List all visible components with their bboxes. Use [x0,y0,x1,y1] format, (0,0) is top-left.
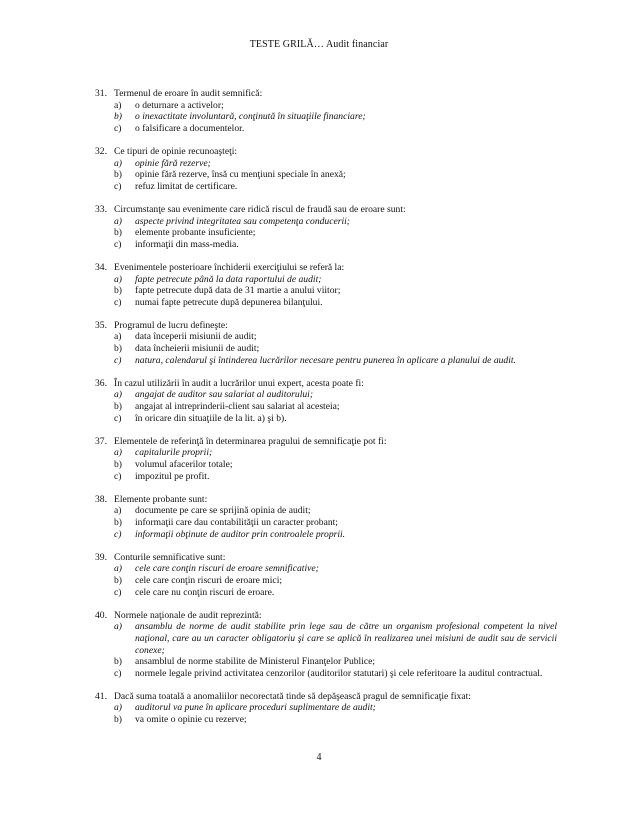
question-number: 39. [95,551,107,563]
question-number: 33. [95,203,107,215]
option-text: angajat al intreprinderii-client sau salariat al acesteia; [135,401,340,413]
option-letter: c) [114,122,122,134]
option-letter: a) [114,99,122,111]
option-letter: b) [114,401,122,413]
question-stem [95,146,557,158]
question-stem [95,320,557,332]
question-stem [95,378,557,390]
question-stem [95,204,557,216]
question-block [95,262,557,308]
answer-option [95,343,557,355]
option-letter: a) [114,389,122,401]
option-letter: c) [114,180,122,192]
option-letter: b) [114,574,122,586]
answer-option-correct [95,529,557,541]
question-block [95,204,557,250]
option-text: informaţii din mass-media. [135,238,239,250]
question-stem [95,88,557,100]
answer-option [95,413,557,425]
question-number: 36. [95,377,107,389]
answer-option-correct [95,563,557,575]
page-number: 4 [316,752,322,763]
question-stem [95,691,557,703]
question-text: Conturile semnificative sunt: [114,551,226,563]
option-letter: c) [114,296,122,308]
answer-option [95,227,557,239]
answer-option [95,169,557,181]
question-text: Dacă suma toatală a anomaliilor necorectată tinde să depăşească pragul de semnificaţie fixat: [114,690,471,702]
answer-option [95,239,557,251]
answer-option [95,123,557,135]
option-text: va omite o opinie cu rezerve; [135,714,247,726]
question-text: În cazul utilizării în audit a lucrărilor unui expert, acesta poate fi: [114,377,364,389]
option-letter: a) [114,157,122,169]
option-letter: a) [114,273,122,285]
answer-option [95,459,557,471]
answer-option [95,668,557,680]
option-letter: c) [114,354,122,366]
answer-option-correct [95,158,557,170]
question-text: Termenul de eroare în audit semnifică: [114,88,263,99]
answer-option [95,587,557,599]
option-letter: a) [114,447,122,459]
option-text: natura, calendarul şi întinderea lucrărilor necesare pentru punerea în aplicare a planului de audit. [135,354,516,366]
answer-option [95,331,557,343]
option-letter: b) [114,343,122,355]
page-header: TESTE GRILĂ… Audit financiar [249,39,389,50]
option-text: volumul afacerilor totale; [135,459,233,470]
question-text: Programul de lucru defineşte: [114,319,228,331]
option-letter: b) [114,285,122,297]
question-text: Elemente probante sunt: [114,493,208,505]
answer-option-correct [95,111,557,123]
option-text: aspecte privind integritatea sau competenţa conducerii; [135,215,351,227]
answer-option [95,181,557,193]
option-letter: c) [114,528,122,540]
option-letter: c) [114,667,122,679]
option-letter: c) [114,412,122,424]
question-text: Elementele de referinţă în determinarea pragului de semnificaţie pot fi: [114,435,387,447]
option-text: data începerii misiunii de audit; [135,331,257,343]
answer-option [95,471,557,483]
question-block [95,610,557,680]
question-stem [95,552,557,564]
question-block [95,320,557,366]
question-number: 34. [95,261,107,273]
option-text: ansamblul de norme stabilite de Ministerul Finanţelor Publice; [135,656,376,668]
answer-option [95,505,557,517]
answer-option-correct [95,621,557,656]
option-letter: a) [114,621,122,633]
option-text: refuz limitat de certificare. [135,180,238,192]
question-number: 35. [95,319,107,331]
option-text: în oricare din situaţiile de la lit. a) şi b). [135,412,287,424]
option-letter: a) [114,331,122,343]
question-number: 37. [95,435,107,447]
option-text: o inexactitate involuntară, conţinută în situaţiile financiare; [135,111,366,123]
option-letter: c) [114,238,122,250]
answer-option-correct [95,216,557,228]
option-text: auditorul va pune în aplicare proceduri suplimentare de audit; [135,702,376,714]
answer-option-correct [95,274,557,286]
question-block [95,552,557,598]
option-text: elemente probante insuficiente; [135,227,256,239]
option-text: cele care conţin riscuri de eroare semnificative; [135,563,319,575]
option-letter: a) [114,563,122,575]
question-text: Normele naţionale de audit reprezintă: [114,609,262,621]
answer-option-correct [95,355,557,367]
question-block [95,146,557,192]
option-text: angajat de auditor sau salariat al auditorului; [135,389,314,401]
question-block [95,691,557,726]
question-block [95,378,557,424]
option-letter: a) [114,215,122,227]
option-text: impozitul pe profit. [135,470,210,482]
option-text: cele care nu conţin riscuri de eroare. [135,586,275,598]
option-text: data încheierii misiunii de audit; [135,343,260,355]
option-letter: a) [114,505,122,517]
option-letter: b) [114,656,122,668]
option-text: fapte petrecute până la data raportului de audit; [135,273,322,285]
question-number: 40. [95,609,107,621]
option-text: ansamblu de norme de audit stabilite prin lege sau de către un organism profesional competent la nivel naţional, care au un caracter obligatoriu şi care se aplică în realizarea unei misiuni de audit sau de servicii conexe; [135,621,557,656]
question-stem [95,262,557,274]
option-text: capitalurile proprii; [135,447,213,459]
answer-option-correct [95,702,557,714]
answer-option [95,517,557,529]
question-block [95,494,557,540]
answer-option [95,656,557,668]
option-text: opinie fără rezerve; [135,157,211,169]
question-stem [95,436,557,448]
answer-option [95,285,557,297]
question-block [95,436,557,482]
option-letter: c) [114,470,122,482]
option-letter: b) [114,714,122,726]
question-block [95,88,557,134]
question-text: Circumstanţe sau evenimente care ridică riscul de fraudă sau de eroare sunt: [114,203,406,215]
answer-option [95,714,557,726]
question-list [95,88,557,737]
answer-option-correct [95,447,557,459]
option-text: fapte petrecute după data de 31 martie a anului viitor; [135,285,341,297]
question-text: Ce tipuri de opinie recunoaşteţi: [114,145,238,157]
option-text: informaţii obţinute de auditor prin controalele proprii. [135,528,346,540]
option-text: o falsificare a documentelor. [135,122,245,134]
option-text: documente pe care se sprijină opinia de audit; [135,505,311,517]
option-text: opinie fără rezerve, însă cu menţiuni speciale în anexă; [135,169,346,181]
question-stem [95,494,557,506]
option-text: cele care conţin riscuri de eroare mici; [135,574,283,586]
question-text: Evenimentele posterioare închiderii exerciţiului se referă la: [114,261,345,273]
option-letter: c) [114,586,122,598]
question-number: 38. [95,493,107,505]
option-letter: b) [114,459,122,470]
answer-option [95,575,557,587]
question-number: 31. [95,88,107,99]
option-letter: b) [114,169,122,181]
option-letter: b) [114,111,122,123]
answer-option [95,100,557,112]
answer-option [95,297,557,309]
question-stem [95,610,557,622]
option-text: o deturnare a activelor; [135,99,224,111]
answer-option [95,401,557,413]
option-text: numai fapte petrecute după depunerea bilanţului. [135,296,323,308]
option-letter: b) [114,516,122,528]
answer-option-correct [95,389,557,401]
option-text: normele legale privind activitatea cenzorilor (auditorilor statutari) şi cele referitoare la auditul contractual. [135,667,543,679]
question-number: 32. [95,145,107,157]
option-letter: a) [114,702,122,714]
option-letter: b) [114,227,122,239]
option-text: informaţii care dau contabilităţii un caracter probant; [135,516,338,528]
question-number: 41. [95,690,107,702]
